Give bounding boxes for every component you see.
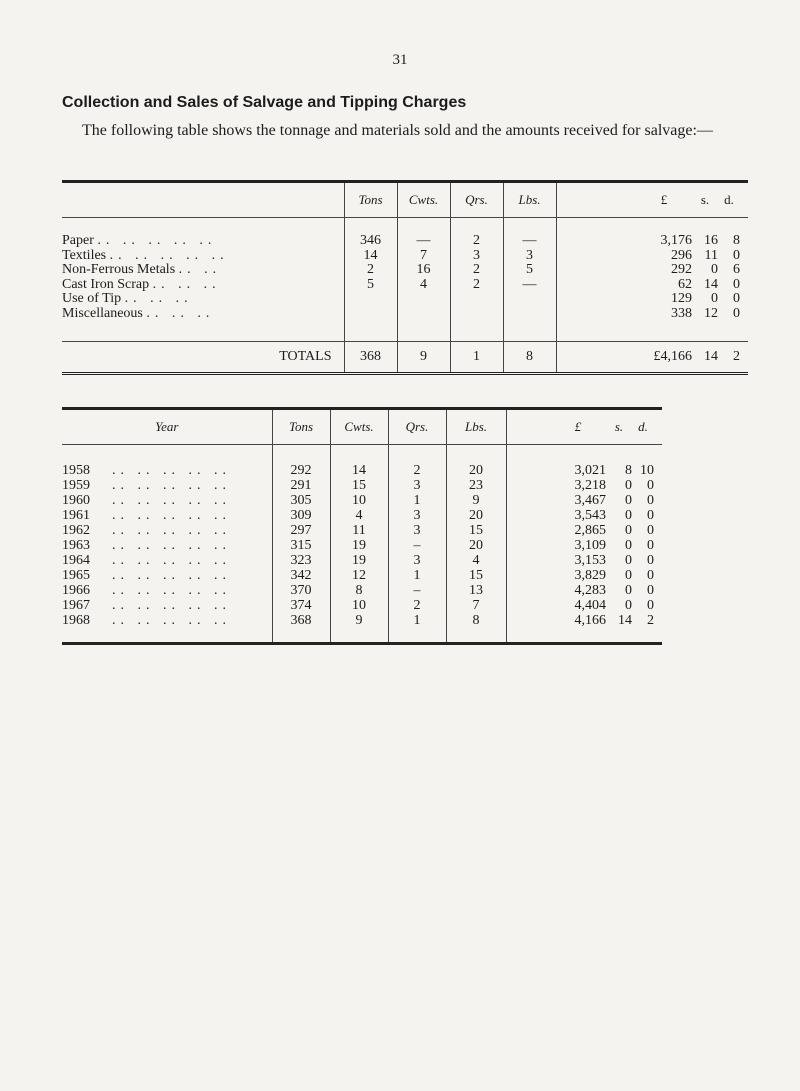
table2-row-pounds: 3,153: [574, 553, 606, 568]
table1-row-label: Textiles: [62, 247, 107, 263]
salvage-materials-table: [62, 180, 748, 375]
table2-row-shillings: 0: [625, 598, 632, 613]
table2-header-year: Year: [155, 419, 179, 434]
table1-row-pence: 0: [733, 276, 740, 292]
table2-row-qrs: 1: [388, 493, 446, 508]
table2-row-pence: 0: [647, 553, 654, 568]
table2-row: [62, 598, 662, 613]
table2-row-shillings: 14: [618, 613, 632, 628]
table1-row-cwts: 7: [397, 249, 450, 264]
table2-row-year: 1961: [62, 508, 90, 523]
table1-row: [62, 292, 748, 307]
table2-row-qrs: –: [388, 583, 446, 598]
table2-row-money-wrap: [507, 508, 663, 523]
table1-row-label-cell: [62, 263, 344, 278]
table2-row-year: 1967: [62, 598, 90, 613]
table2-row-year: 1958: [62, 463, 90, 478]
table2-row-year: 1959: [62, 478, 90, 493]
table2-row-dots: .. .. .. .. ..: [112, 583, 231, 598]
table2-row-money: [506, 508, 662, 523]
table2-header-tons: Tons: [272, 409, 330, 445]
table1-row-tons: [344, 307, 397, 322]
table1-row-label: Use of Tip: [62, 291, 122, 306]
table1-row-money: [556, 307, 748, 322]
table2-row-tons: 342: [272, 568, 330, 583]
table2-row-qrs: 2: [388, 463, 446, 478]
table2-row-pounds: 3,543: [574, 508, 606, 523]
table1-header-cwts: Cwts.: [397, 182, 450, 218]
table2-row-lbs: 8: [446, 613, 506, 644]
table2-row-pounds: 3,218: [574, 478, 606, 493]
table2-row-year-cell: [62, 583, 272, 598]
table2-row-cwts: 9: [330, 613, 388, 644]
table2-row-year-cell: [62, 508, 272, 523]
intro-paragraph: [62, 120, 742, 141]
table2-row-money: [506, 568, 662, 583]
table2-row-tons: 292: [272, 463, 330, 478]
table2-row-dots: .. .. .. .. ..: [112, 553, 231, 568]
table2-row-year-cell: [62, 613, 272, 644]
table2-row: [62, 583, 662, 598]
table2-row-lbs: 15: [446, 523, 506, 538]
table2-row-pence: 0: [647, 583, 654, 598]
table2-header-lbs: Lbs.: [446, 409, 506, 445]
table1-row-pounds: 338: [671, 305, 692, 321]
table1-row-pounds: 129: [671, 291, 692, 306]
table1-row-money: [556, 292, 748, 307]
table2-row-cwts: 19: [330, 553, 388, 568]
table2-row-year: 1968: [62, 613, 90, 628]
table2-row-year-cell: [62, 463, 272, 478]
table1-header-row: [62, 182, 748, 218]
table2-row: [62, 463, 662, 478]
table2-header-pounds: £: [574, 419, 582, 434]
table2-row-money: [506, 463, 662, 478]
table2-row-lbs: 13: [446, 583, 506, 598]
table1-row-shillings: 11: [704, 247, 718, 263]
table1-row-tons: 2: [344, 263, 397, 278]
table2-row-money: [506, 553, 662, 568]
table2-row-money-wrap: [507, 463, 663, 478]
table1-row: [62, 263, 748, 278]
table2-row-qrs: 3: [388, 478, 446, 493]
table2-row-year-cell: [62, 523, 272, 538]
table2-row-money: [506, 598, 662, 613]
table1-row-label: Miscellaneous: [62, 305, 143, 321]
table1-row-label-cell: [62, 234, 344, 249]
table2-row-pence: 0: [647, 508, 654, 523]
table1-row-dots: .. .. .. .. ..: [97, 233, 217, 248]
table1-row-money-wrap: [557, 307, 749, 322]
table1-row-money: [556, 249, 748, 264]
table2-row-qrs: –: [388, 538, 446, 553]
table1-row-qrs: 2: [450, 234, 503, 249]
table1-row-qrs: 3: [450, 249, 503, 264]
table1-row-cwts: 16: [397, 263, 450, 278]
table2-row-qrs: 1: [388, 613, 446, 644]
table2-header-cwts: Cwts.: [330, 409, 388, 445]
table2-row-tons: 370: [272, 583, 330, 598]
table2-row-tons: 297: [272, 523, 330, 538]
table2-row-year-cell: [62, 493, 272, 508]
table1-row-qrs: 2: [450, 263, 503, 278]
table1-row-qrs: 2: [450, 278, 503, 293]
table1-row-pounds: 62: [678, 276, 692, 292]
table2-row-tons: 305: [272, 493, 330, 508]
table1-header-money: [556, 182, 748, 218]
table1-row-shillings: 12: [704, 305, 718, 321]
table1-row-dots: .. .. ..: [146, 305, 215, 321]
table1-totals-row: [62, 342, 748, 374]
table2-row-tons: 374: [272, 598, 330, 613]
table1-row-lbs: —: [503, 234, 556, 249]
table2-row-lbs: 7: [446, 598, 506, 613]
table1-row-money-wrap: [557, 278, 749, 293]
table2-row-cwts: 11: [330, 523, 388, 538]
table1-row-money: [556, 263, 748, 278]
table2-row-cwts: 10: [330, 598, 388, 613]
table2-row-cwts: 14: [330, 463, 388, 478]
table1-row: [62, 278, 748, 293]
table1-row-label: Non-Ferrous Metals: [62, 262, 176, 277]
table2-row-year-cell: [62, 538, 272, 553]
table2-row-pounds: 4,404: [574, 598, 606, 613]
table1-row-pence: 0: [733, 305, 740, 321]
table2-row-dots: .. .. .. .. ..: [112, 493, 231, 508]
table1-row-label-cell: [62, 278, 344, 293]
table2-row-pence: 0: [647, 568, 654, 583]
table1-totals-tons: 368: [344, 342, 397, 374]
table2-row-cwts: 19: [330, 538, 388, 553]
salvage-yearly-table: [62, 407, 662, 645]
table2-row-cwts: 15: [330, 478, 388, 493]
table2-row-money-wrap: [507, 523, 663, 538]
table2-row-qrs: 3: [388, 523, 446, 538]
table1-row-lbs: [503, 307, 556, 322]
table1-row-dots: .. ..: [178, 262, 222, 277]
table2-row-cwts: 12: [330, 568, 388, 583]
table1-row-lbs: 5: [503, 263, 556, 278]
table1-row-pounds: 296: [671, 247, 692, 263]
table2-row-pence: 0: [647, 598, 654, 613]
table2-row-pounds: 3,021: [574, 463, 606, 478]
table1-row-shillings: 16: [704, 233, 718, 248]
table1-row-money-wrap: [557, 263, 749, 278]
table2-row: [62, 613, 662, 644]
table1-totals-label: TOTALS: [279, 349, 332, 364]
intro-text: The following table shows the tonnage and materials sold and the amounts received for salvage:—: [82, 122, 713, 139]
table2-row-pence: 0: [647, 478, 654, 493]
table2-row-lbs: 20: [446, 538, 506, 553]
table1-tail-spacer: [62, 321, 748, 342]
table1-row-lbs: 3: [503, 249, 556, 264]
table2-row: [62, 478, 662, 493]
table2-row-cwts: 10: [330, 493, 388, 508]
table1-header-shillings: s.: [700, 192, 710, 207]
table2-row-dots: .. .. .. .. ..: [112, 613, 231, 628]
table2-row-lbs: 23: [446, 478, 506, 493]
table2-row: [62, 493, 662, 508]
table2-row-tons: 315: [272, 538, 330, 553]
table2-header-row: [62, 409, 662, 445]
table1-header-tons: Tons: [344, 182, 397, 218]
table2-row-shillings: 0: [625, 493, 632, 508]
table1-row-tons: 14: [344, 249, 397, 264]
table2-row-qrs: 3: [388, 508, 446, 523]
table1-row: [62, 249, 748, 264]
table2-row-cwts: 8: [330, 583, 388, 598]
table2-row-year: 1962: [62, 523, 90, 538]
table2-row-year-cell: [62, 598, 272, 613]
table2-row-shillings: 0: [625, 583, 632, 598]
table2-row-dots: .. .. .. .. ..: [112, 463, 231, 478]
table1-row-money-wrap: [557, 292, 749, 307]
table1-row-shillings: 0: [711, 291, 718, 306]
table2-row-qrs: 1: [388, 568, 446, 583]
table2-row-pounds: 3,829: [574, 568, 606, 583]
table2-header-shillings: s.: [614, 419, 624, 434]
table1-totals-pence: 2: [733, 349, 740, 364]
table2-row-dots: .. .. .. .. ..: [112, 508, 231, 523]
table2-row-dots: .. .. .. .. ..: [112, 538, 231, 553]
table2-row-lbs: 15: [446, 568, 506, 583]
table1-row-shillings: 14: [704, 276, 718, 292]
table1-row-cwts: —: [397, 234, 450, 249]
table1-row-qrs: [450, 292, 503, 307]
table2-row-dots: .. .. .. .. ..: [112, 598, 231, 613]
table1-row-lbs: [503, 292, 556, 307]
table1-row-pounds: 3,176: [660, 233, 692, 248]
table2-row: [62, 568, 662, 583]
table2-row: [62, 538, 662, 553]
table2-row-year-cell: [62, 553, 272, 568]
table1-row-qrs: [450, 307, 503, 322]
table2-row-shillings: 0: [625, 553, 632, 568]
table2-row-shillings: 0: [625, 568, 632, 583]
table2-row-money-wrap: [507, 568, 663, 583]
table2-row-money: [506, 523, 662, 538]
table2-row-money: [506, 538, 662, 553]
table2-row-pence: 2: [647, 613, 654, 628]
table1-row-label-cell: [62, 249, 344, 264]
table1-row-cwts: [397, 292, 450, 307]
table2-row-shillings: 0: [625, 508, 632, 523]
table2-row-money-wrap: [507, 553, 663, 568]
table2-row-lbs: 20: [446, 463, 506, 478]
table2-row: [62, 553, 662, 568]
table1-row-tons: 5: [344, 278, 397, 293]
table1-row-pence: 6: [733, 262, 740, 277]
table1-totals-qrs: 1: [450, 342, 503, 374]
table1-spacer: [62, 218, 748, 235]
table2-row-dots: .. .. .. .. ..: [112, 478, 231, 493]
table2-row-year: 1965: [62, 568, 90, 583]
table1-row-label-cell: [62, 307, 344, 322]
table1-totals-pounds: £4,166: [653, 349, 692, 364]
table1-header-lbs: Lbs.: [503, 182, 556, 218]
table1-row-dots: .. .. ..: [152, 276, 221, 292]
table2-row-money-wrap: [507, 538, 663, 553]
page-number: 31: [392, 52, 408, 68]
table2-header-qrs: Qrs.: [388, 409, 446, 445]
table2-row-lbs: 20: [446, 508, 506, 523]
table1-row-dots: .. .. .. .. ..: [109, 247, 229, 263]
table2-row-money-wrap: [507, 613, 663, 628]
table1-row-tons: [344, 292, 397, 307]
table2-row-shillings: 0: [625, 478, 632, 493]
table1-row-cwts: 4: [397, 278, 450, 293]
table1-totals-lbs: 8: [503, 342, 556, 374]
table1-totals-shillings: 14: [704, 349, 718, 364]
table2-row-qrs: 2: [388, 598, 446, 613]
table2-row-qrs: 3: [388, 553, 446, 568]
table2-row-money-wrap: [507, 598, 663, 613]
table1-row: [62, 234, 748, 249]
table2-row-shillings: 0: [625, 523, 632, 538]
table2-row-shillings: 0: [625, 538, 632, 553]
table2-row-money: [506, 613, 662, 644]
table1-totals-cwts: 9: [397, 342, 450, 374]
table2-row-pounds: 2,865: [574, 523, 606, 538]
table1-header-pounds: £: [660, 192, 668, 207]
table2-row-lbs: 4: [446, 553, 506, 568]
table2-row-money-wrap: [507, 478, 663, 493]
section-heading: Collection and Sales of Salvage and Tipping Charges: [62, 94, 467, 111]
table2-row-money-wrap: [507, 493, 663, 508]
table2-row-money: [506, 493, 662, 508]
table2-row-pounds: 4,283: [574, 583, 606, 598]
table2-row-tons: 368: [272, 613, 330, 644]
table1-row-label: Paper: [62, 233, 94, 248]
table1-row-cwts: [397, 307, 450, 322]
table2-header-pence: d.: [638, 419, 648, 434]
table2-row-cwts: 4: [330, 508, 388, 523]
table2-row-pence: 0: [647, 493, 654, 508]
table1-row: [62, 307, 748, 322]
table2-row-pounds: 3,467: [574, 493, 606, 508]
table2-row-year: 1960: [62, 493, 90, 508]
table2-row-money: [506, 583, 662, 598]
table2-row-tons: 291: [272, 478, 330, 493]
table2-row: [62, 523, 662, 538]
table1-row-dots: .. .. ..: [124, 291, 193, 306]
table1-header-qrs: Qrs.: [450, 182, 503, 218]
table1-row-lbs: —: [503, 278, 556, 293]
table1-header-label: [62, 182, 344, 218]
table1-header-pence: d.: [724, 192, 734, 207]
table2-row-lbs: 9: [446, 493, 506, 508]
table2-row-year: 1964: [62, 553, 90, 568]
table2-row-money: [506, 478, 662, 493]
table1-totals-money: [556, 342, 748, 374]
table1-row-pence: 0: [733, 247, 740, 263]
table1-row-pence: 0: [733, 291, 740, 306]
table1-row-money: [556, 278, 748, 293]
table1-row-money-wrap: [557, 249, 749, 264]
table1-row-tons: 346: [344, 234, 397, 249]
table2-row: [62, 508, 662, 523]
table2-row-pounds: 3,109: [574, 538, 606, 553]
table2-row-pence: 0: [647, 523, 654, 538]
table2-header-money: [506, 409, 662, 445]
table1-row-money-wrap: [557, 234, 749, 249]
table2-row-tons: 309: [272, 508, 330, 523]
table2-row-year-cell: [62, 568, 272, 583]
table2-row-shillings: 8: [625, 463, 632, 478]
table1-row-label: Cast Iron Scrap: [62, 276, 150, 292]
table1-row-money: [556, 234, 748, 249]
table2-row-year: 1963: [62, 538, 90, 553]
table1-row-pence: 8: [733, 233, 740, 248]
table1-row-pounds: 292: [671, 262, 692, 277]
table2-row-pence: 0: [647, 538, 654, 553]
table2-row-dots: .. .. .. .. ..: [112, 523, 231, 538]
table2-row-money-wrap: [507, 583, 663, 598]
table2-row-year: 1966: [62, 583, 90, 598]
table2-row-tons: 323: [272, 553, 330, 568]
table1-row-shillings: 0: [711, 262, 718, 277]
table2-row-year-cell: [62, 478, 272, 493]
table1-row-label-cell: [62, 292, 344, 307]
table2-row-pounds: 4,166: [574, 613, 606, 628]
table2-row-pence: 10: [640, 463, 654, 478]
table2-spacer: [62, 445, 662, 464]
table2-row-dots: .. .. .. .. ..: [112, 568, 231, 583]
